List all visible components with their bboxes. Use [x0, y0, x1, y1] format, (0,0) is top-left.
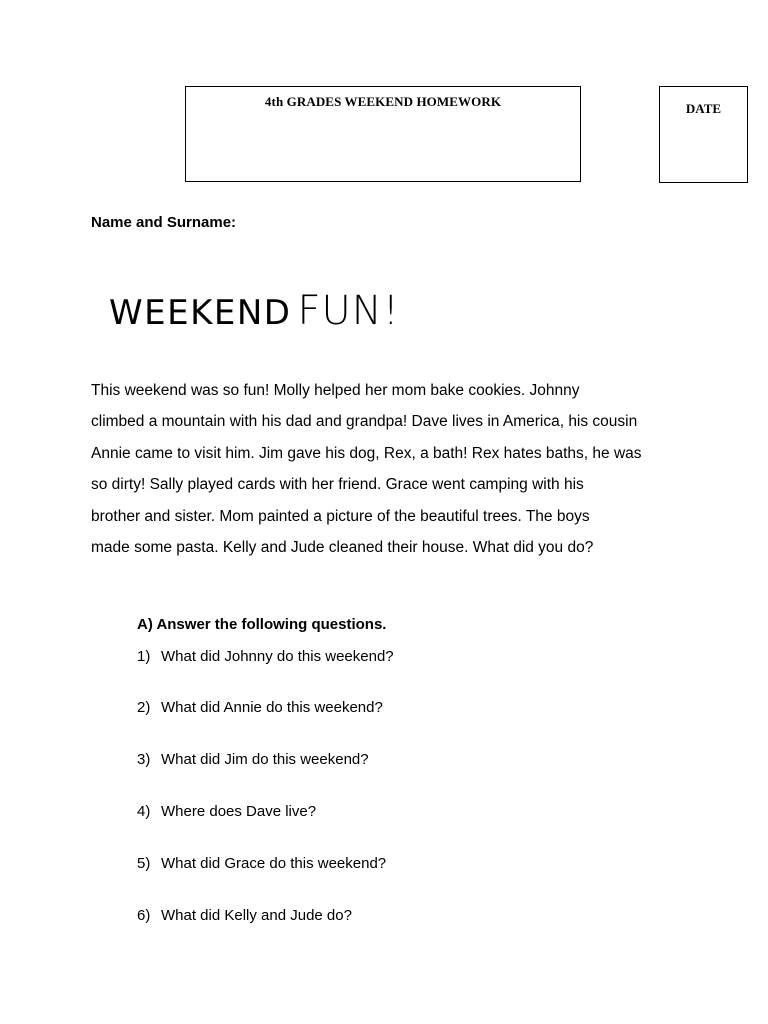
question-item: [137, 855, 386, 872]
title-box: [185, 86, 581, 182]
story-paragraph: [91, 375, 691, 563]
question-text: What did Jim do this weekend?: [161, 751, 369, 768]
question-item: [137, 699, 383, 716]
question-number: 2): [137, 699, 151, 716]
worksheet-title: 4th GRADES WEEKEND HOMEWORK: [264, 94, 502, 109]
section-a-heading: A) Answer the following questions.: [137, 616, 387, 633]
question-item: [137, 803, 316, 820]
question-text: What did Kelly and Jude do?: [161, 907, 352, 924]
story-line: climbed a mountain with his dad and grandpa! Dave lives in America, his cousin: [91, 413, 638, 431]
story-line: brother and sister. Mom painted a picture of the beautiful trees. The boys: [91, 507, 590, 525]
heading-word-fun: FUN!: [297, 288, 400, 334]
question-text: What did Grace do this weekend?: [161, 855, 387, 872]
page-heading: [109, 288, 400, 334]
date-label: DATE: [685, 101, 722, 116]
question-item: [137, 907, 352, 924]
question-number: 3): [137, 751, 151, 768]
date-box: [659, 86, 748, 183]
story-line: This weekend was so fun! Molly helped her mom bake cookies. Johnny: [91, 382, 580, 399]
heading-word-weekend: WEEKEND: [109, 293, 292, 333]
question-text: What did Johnny do this weekend?: [161, 648, 394, 665]
question-item: [137, 648, 394, 665]
question-number: 5): [137, 855, 151, 872]
question-number: 1): [137, 648, 151, 665]
question-text: What did Annie do this weekend?: [161, 699, 383, 716]
story-line: made some pasta. Kelly and Jude cleaned their house. What did you do?: [91, 539, 594, 557]
question-number: 6): [137, 907, 151, 924]
name-surname-label: Name and Surname:: [91, 214, 237, 231]
story-line: Annie came to visit him. Jim gave his dog, Rex, a bath! Rex hates baths, he was: [91, 444, 642, 462]
question-number: 4): [137, 803, 151, 820]
question-text: Where does Dave live?: [161, 803, 317, 820]
question-item: [137, 751, 369, 768]
story-line: so dirty! Sally played cards with her friend. Grace went camping with his: [91, 476, 584, 494]
